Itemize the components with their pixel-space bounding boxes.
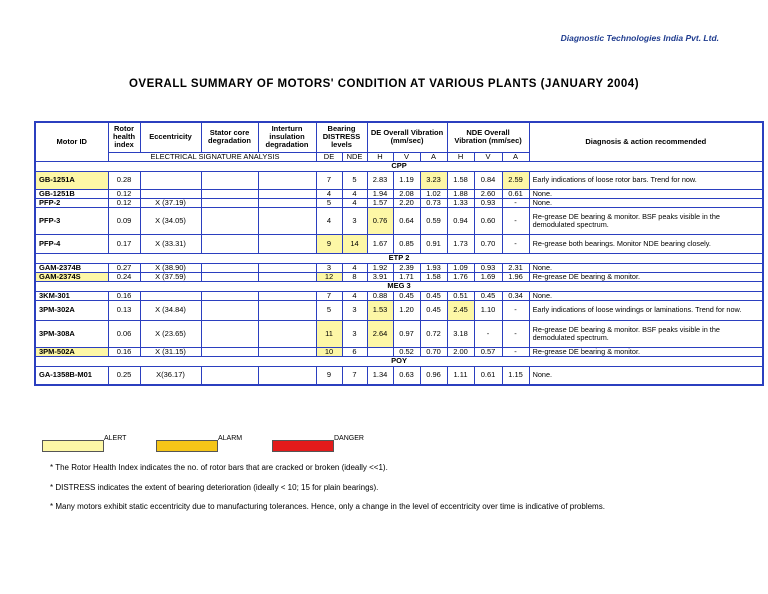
de-h-cell: 1.94	[367, 189, 393, 198]
nde-a-cell: 1.96	[502, 272, 529, 281]
de-a-cell: 1.02	[420, 189, 447, 198]
nde-h-cell: 0.51	[447, 291, 474, 300]
motor-id-cell: 3PM-308A	[35, 320, 108, 347]
header-motor-id: Motor ID	[35, 122, 108, 161]
ecc-cell: X (37.59)	[140, 272, 201, 281]
de-cell: 10	[316, 347, 342, 356]
header-de-a: A	[420, 152, 447, 161]
nde-h-cell: 1.88	[447, 189, 474, 198]
de-cell: 4	[316, 189, 342, 198]
header-nde-overall: NDE Overall Vibration (mm/sec)	[447, 122, 529, 152]
de-a-cell: 3.23	[420, 171, 447, 189]
nde-a-cell: 0.61	[502, 189, 529, 198]
motor-id-cell: 3PM-502A	[35, 347, 108, 356]
de-cell: 9	[316, 234, 342, 253]
header-de: DE	[316, 152, 342, 161]
nde-v-cell: 1.69	[474, 272, 502, 281]
nde-v-cell: 0.45	[474, 291, 502, 300]
rhi-cell: 0.12	[108, 198, 140, 207]
stator-cell	[201, 320, 258, 347]
nde-h-cell: 3.18	[447, 320, 474, 347]
ecc-cell: X(36.17)	[140, 366, 201, 385]
nde-a-cell: -	[502, 207, 529, 234]
section-poy: POY	[35, 356, 763, 366]
interturn-cell	[258, 263, 316, 272]
ecc-cell: X (33.31)	[140, 234, 201, 253]
ecc-cell: X (37.19)	[140, 198, 201, 207]
diagnosis-cell: None.	[529, 291, 763, 300]
de-h-cell: 1.34	[367, 366, 393, 385]
de-v-cell: 1.19	[393, 171, 420, 189]
rhi-cell: 0.09	[108, 207, 140, 234]
motor-summary-table	[34, 121, 764, 386]
table-row	[35, 198, 763, 207]
de-cell: 3	[316, 263, 342, 272]
motor-id-cell: 3KM-301	[35, 291, 108, 300]
note-rotor-health: * The Rotor Health Index indicates the no. of rotor bars that are cracked or broken (ideally <<1).	[50, 463, 388, 472]
nde-a-cell: -	[502, 320, 529, 347]
nde-h-cell: 0.94	[447, 207, 474, 234]
table-row	[35, 263, 763, 272]
nde-v-cell: -	[474, 320, 502, 347]
nde-v-cell: 0.93	[474, 198, 502, 207]
nde-h-cell: 1.73	[447, 234, 474, 253]
de-h-cell: 1.67	[367, 234, 393, 253]
de-a-cell: 0.59	[420, 207, 447, 234]
de-h-cell: 0.76	[367, 207, 393, 234]
alert-label: ALERT	[104, 435, 127, 442]
motor-id-cell: PFP-2	[35, 198, 108, 207]
diagnosis-cell: Early indications of loose windings or laminations. Trend for now.	[529, 300, 763, 320]
nde-h-cell: 2.00	[447, 347, 474, 356]
interturn-cell	[258, 234, 316, 253]
stator-cell	[201, 291, 258, 300]
table-row	[35, 320, 763, 347]
interturn-cell	[258, 366, 316, 385]
header-nde: NDE	[342, 152, 367, 161]
table-row	[35, 291, 763, 300]
nde-cell: 4	[342, 198, 367, 207]
interturn-cell	[258, 347, 316, 356]
header-nde-h: H	[447, 152, 474, 161]
stator-cell	[201, 272, 258, 281]
motor-id-cell: GB-1251A	[35, 171, 108, 189]
color-legend	[42, 435, 442, 454]
rhi-cell: 0.16	[108, 347, 140, 356]
header-interturn: Interturn insulation degradation	[258, 122, 316, 152]
stator-cell	[201, 366, 258, 385]
nde-cell: 5	[342, 171, 367, 189]
stator-cell	[201, 171, 258, 189]
interturn-cell	[258, 207, 316, 234]
de-a-cell: 0.45	[420, 300, 447, 320]
table-row	[35, 272, 763, 281]
section-meg3: MEG 3	[35, 281, 763, 291]
de-v-cell: 0.85	[393, 234, 420, 253]
company-name: Diagnostic Technologies India Pvt. Ltd.	[560, 33, 719, 43]
table-row	[35, 189, 763, 198]
de-h-cell: 1.53	[367, 300, 393, 320]
section-cpp: CPP	[35, 161, 763, 171]
ecc-cell	[140, 189, 201, 198]
interturn-cell	[258, 291, 316, 300]
nde-h-cell: 1.09	[447, 263, 474, 272]
de-a-cell: 1.93	[420, 263, 447, 272]
de-h-cell: 2.64	[367, 320, 393, 347]
nde-cell: 6	[342, 347, 367, 356]
nde-a-cell: 2.31	[502, 263, 529, 272]
nde-h-cell: 1.76	[447, 272, 474, 281]
nde-a-cell: -	[502, 198, 529, 207]
header-rotor-health: Rotor health index	[108, 122, 140, 152]
rhi-cell: 0.24	[108, 272, 140, 281]
nde-a-cell: 1.15	[502, 366, 529, 385]
stator-cell	[201, 300, 258, 320]
de-v-cell: 0.45	[393, 291, 420, 300]
diagnosis-cell: None.	[529, 198, 763, 207]
header-row	[35, 122, 763, 152]
de-cell: 7	[316, 171, 342, 189]
diagnosis-cell: Re-grease DE bearing & monitor. BSF peaks visible in the demodulated spectrum.	[529, 207, 763, 234]
de-v-cell: 2.08	[393, 189, 420, 198]
nde-v-cell: 0.61	[474, 366, 502, 385]
de-v-cell: 0.52	[393, 347, 420, 356]
de-cell: 4	[316, 207, 342, 234]
de-cell: 5	[316, 198, 342, 207]
ecc-cell	[140, 171, 201, 189]
table-row	[35, 207, 763, 234]
nde-a-cell: 2.59	[502, 171, 529, 189]
interturn-cell	[258, 272, 316, 281]
de-cell: 7	[316, 291, 342, 300]
alert-swatch	[42, 440, 104, 452]
nde-h-cell: 1.11	[447, 366, 474, 385]
table-row	[35, 300, 763, 320]
header-bearing: Bearing DISTRESS levels	[316, 122, 367, 152]
header-nde-a: A	[502, 152, 529, 161]
interturn-cell	[258, 320, 316, 347]
nde-cell: 4	[342, 263, 367, 272]
stator-cell	[201, 263, 258, 272]
de-a-cell: 0.73	[420, 198, 447, 207]
motor-id-cell: GB-1251B	[35, 189, 108, 198]
section-etp2: ETP 2	[35, 253, 763, 263]
nde-v-cell: 0.60	[474, 207, 502, 234]
page-title: OVERALL SUMMARY OF MOTORS' CONDITION AT VARIOUS PLANTS (JANUARY 2004)	[128, 78, 640, 90]
danger-label: DANGER	[334, 435, 364, 442]
nde-cell: 3	[342, 320, 367, 347]
stator-cell	[201, 207, 258, 234]
diagnosis-cell: Re-grease DE bearing & monitor.	[529, 272, 763, 281]
de-h-cell	[367, 347, 393, 356]
de-v-cell: 1.71	[393, 272, 420, 281]
nde-v-cell: 0.93	[474, 263, 502, 272]
header-eccentricity: Eccentricity	[140, 122, 201, 152]
nde-h-cell: 1.33	[447, 198, 474, 207]
motor-id-cell: GA-1358B-M01	[35, 366, 108, 385]
ecc-cell: X (34.05)	[140, 207, 201, 234]
diagnosis-cell: Re-grease DE bearing & monitor.	[529, 347, 763, 356]
danger-swatch	[272, 440, 334, 452]
rhi-cell: 0.28	[108, 171, 140, 189]
header-stator: Stator core degradation	[201, 122, 258, 152]
rhi-cell: 0.16	[108, 291, 140, 300]
diagnosis-cell: None.	[529, 263, 763, 272]
nde-h-cell: 1.58	[447, 171, 474, 189]
alarm-swatch	[156, 440, 218, 452]
de-h-cell: 3.91	[367, 272, 393, 281]
diagnosis-cell: Re-grease both bearings. Monitor NDE bearing closely.	[529, 234, 763, 253]
nde-v-cell: 0.84	[474, 171, 502, 189]
de-a-cell: 0.45	[420, 291, 447, 300]
nde-cell: 3	[342, 300, 367, 320]
diagnosis-cell: Re-grease DE bearing & monitor. BSF peaks visible in the demodulated spectrum.	[529, 320, 763, 347]
ecc-cell: X (34.84)	[140, 300, 201, 320]
ecc-cell: X (31.15)	[140, 347, 201, 356]
interturn-cell	[258, 300, 316, 320]
de-a-cell: 0.96	[420, 366, 447, 385]
stator-cell	[201, 198, 258, 207]
de-v-cell: 0.64	[393, 207, 420, 234]
de-v-cell: 2.20	[393, 198, 420, 207]
de-cell: 5	[316, 300, 342, 320]
interturn-cell	[258, 198, 316, 207]
interturn-cell	[258, 189, 316, 198]
motor-id-cell: PFP-3	[35, 207, 108, 234]
rhi-cell: 0.27	[108, 263, 140, 272]
de-cell: 12	[316, 272, 342, 281]
de-h-cell: 2.83	[367, 171, 393, 189]
de-h-cell: 1.92	[367, 263, 393, 272]
de-cell: 9	[316, 366, 342, 385]
de-a-cell: 0.91	[420, 234, 447, 253]
de-a-cell: 1.58	[420, 272, 447, 281]
nde-a-cell: -	[502, 234, 529, 253]
ecc-cell: X (38.90)	[140, 263, 201, 272]
de-v-cell: 0.63	[393, 366, 420, 385]
motor-id-cell: GAM-2374B	[35, 263, 108, 272]
nde-a-cell: -	[502, 300, 529, 320]
rhi-cell: 0.17	[108, 234, 140, 253]
nde-v-cell: 2.60	[474, 189, 502, 198]
header-esa: ELECTRICAL SIGNATURE ANALYSIS	[108, 152, 316, 161]
motor-id-cell: GAM-2374S	[35, 272, 108, 281]
nde-cell: 3	[342, 207, 367, 234]
motor-id-cell: 3PM-302A	[35, 300, 108, 320]
nde-v-cell: 0.57	[474, 347, 502, 356]
header-diagnosis: Diagnosis & action recommended	[529, 122, 763, 161]
nde-cell: 4	[342, 291, 367, 300]
nde-v-cell: 1.10	[474, 300, 502, 320]
de-h-cell: 1.57	[367, 198, 393, 207]
header-de-v: V	[393, 152, 420, 161]
de-v-cell: 1.20	[393, 300, 420, 320]
diagnosis-cell: Early indications of loose rotor bars. Trend for now.	[529, 171, 763, 189]
motor-id-cell: PFP-4	[35, 234, 108, 253]
de-cell: 11	[316, 320, 342, 347]
header-de-h: H	[367, 152, 393, 161]
nde-cell: 7	[342, 366, 367, 385]
rhi-cell: 0.06	[108, 320, 140, 347]
nde-a-cell: 0.34	[502, 291, 529, 300]
de-a-cell: 0.72	[420, 320, 447, 347]
de-h-cell: 0.88	[367, 291, 393, 300]
nde-h-cell: 2.45	[447, 300, 474, 320]
stator-cell	[201, 234, 258, 253]
table-row	[35, 234, 763, 253]
rhi-cell: 0.25	[108, 366, 140, 385]
rhi-cell: 0.12	[108, 189, 140, 198]
header-nde-v: V	[474, 152, 502, 161]
de-v-cell: 0.97	[393, 320, 420, 347]
de-a-cell: 0.70	[420, 347, 447, 356]
ecc-cell: X (23.65)	[140, 320, 201, 347]
alarm-label: ALARM	[218, 435, 243, 442]
diagnosis-cell: None.	[529, 366, 763, 385]
nde-a-cell: -	[502, 347, 529, 356]
ecc-cell	[140, 291, 201, 300]
rhi-cell: 0.13	[108, 300, 140, 320]
stator-cell	[201, 189, 258, 198]
stator-cell	[201, 347, 258, 356]
table-row	[35, 171, 763, 189]
de-v-cell: 2.39	[393, 263, 420, 272]
note-eccentricity: * Many motors exhibit static eccentricity due to manufacturing tolerances. Hence, only a change in the level of eccentricity over time is indicative of problems.	[50, 502, 605, 511]
nde-cell: 8	[342, 272, 367, 281]
interturn-cell	[258, 171, 316, 189]
header-de-overall: DE Overall Vibration (mm/sec)	[367, 122, 447, 152]
table-row	[35, 347, 763, 356]
diagnosis-cell: None.	[529, 189, 763, 198]
nde-v-cell: 0.70	[474, 234, 502, 253]
note-distress: * DISTRESS indicates the extent of bearing deterioration (ideally < 10; 15 for plain bearings).	[50, 483, 379, 492]
nde-cell: 4	[342, 189, 367, 198]
table-row	[35, 366, 763, 385]
nde-cell: 14	[342, 234, 367, 253]
